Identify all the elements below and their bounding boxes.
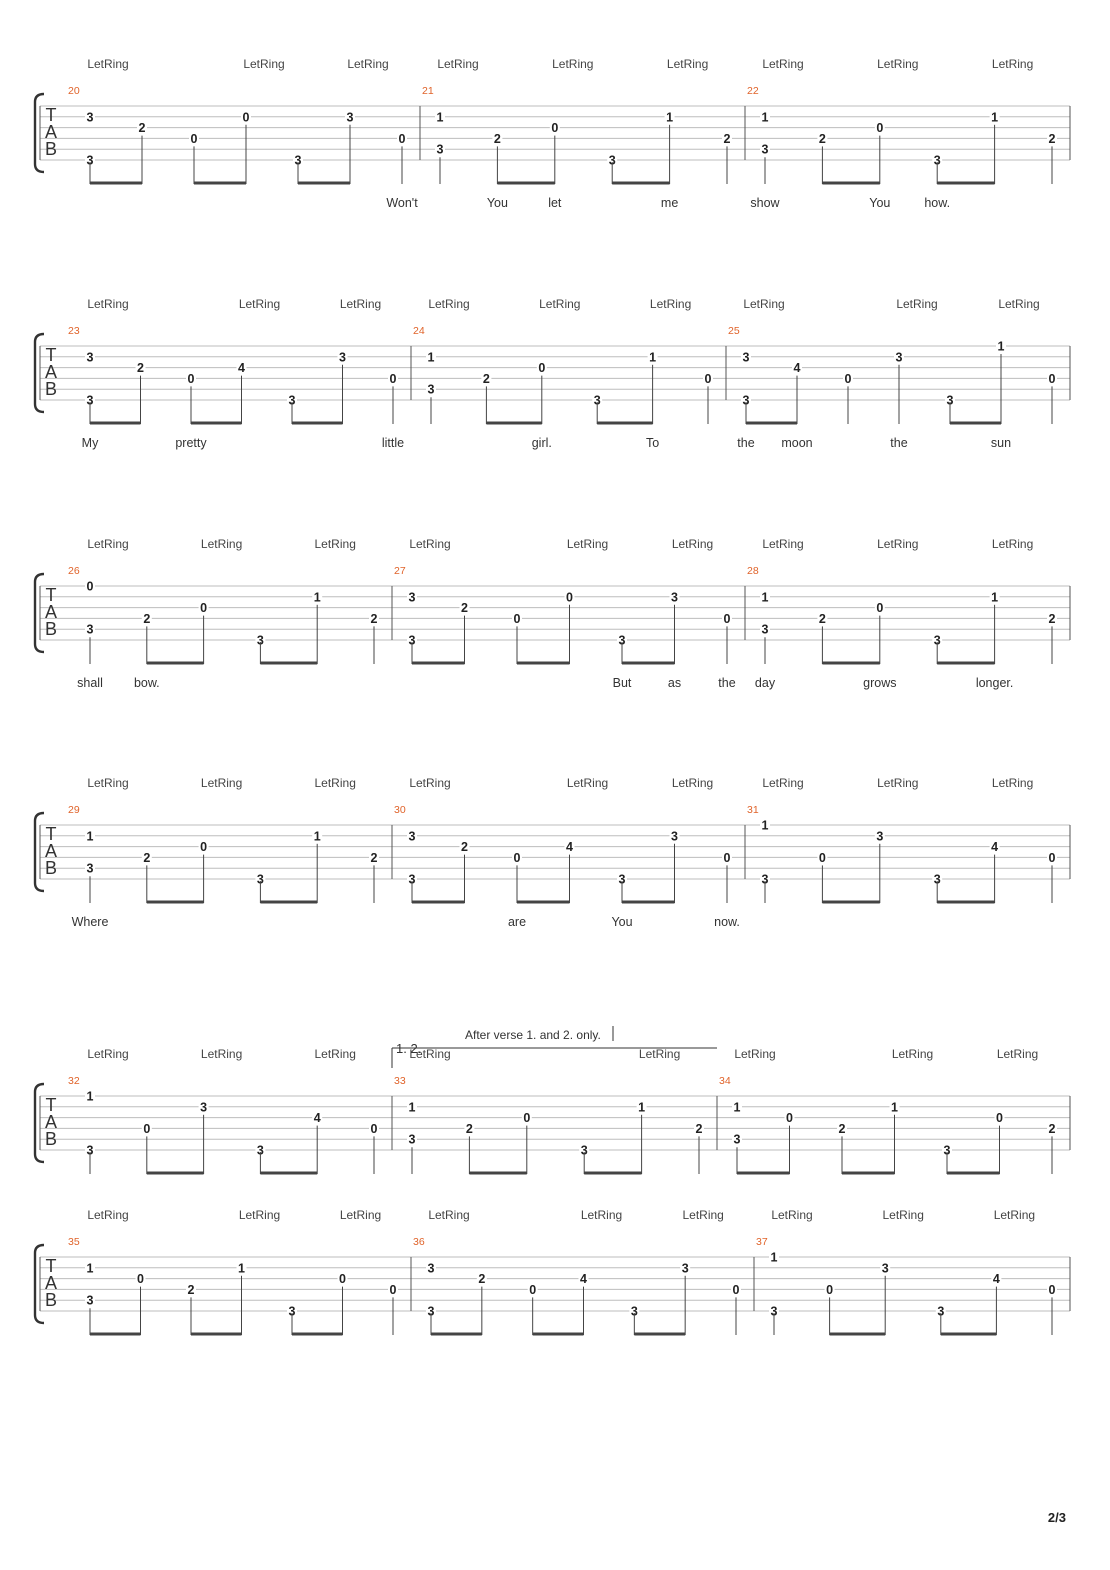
- fret-number: 3: [580, 1143, 588, 1158]
- lyric-word: now.: [714, 915, 740, 929]
- lyric-word: Where: [71, 915, 109, 929]
- fret-number: 0: [389, 371, 397, 386]
- fret-number: 3: [671, 829, 678, 844]
- fret-number: 3: [408, 1132, 416, 1147]
- fret-number: 3: [608, 153, 616, 168]
- fret-number: 3: [671, 590, 678, 605]
- fret-number: 4: [238, 361, 245, 376]
- lyric-word: shall: [77, 676, 103, 690]
- letring-marking: LetRing: [314, 1047, 356, 1061]
- letring-marking: LetRing: [991, 57, 1034, 71]
- lyric-word: You: [611, 915, 633, 929]
- letring-marking: LetRing: [566, 537, 609, 551]
- lyric-word: You: [486, 196, 508, 210]
- fret-number: 0: [786, 1111, 793, 1126]
- letring-marking: LetRing: [552, 57, 594, 71]
- fret-number: 3: [742, 393, 750, 408]
- letring-marking: LetRing: [428, 1208, 470, 1222]
- letring-marking: LetRing: [238, 297, 281, 311]
- fret-number: 1: [408, 1100, 416, 1115]
- fret-number: 2: [818, 131, 826, 146]
- letring-marking: LetRing: [998, 297, 1040, 311]
- letring-marking: LetRing: [896, 297, 938, 311]
- fret-number: 2: [465, 1121, 473, 1136]
- letring-marking: LetRing: [437, 57, 479, 71]
- fret-number: 3: [294, 153, 302, 168]
- fret-number: 4: [793, 361, 801, 376]
- fret-number: 1: [238, 1261, 245, 1276]
- measure-number: 26: [68, 565, 80, 577]
- tab-clef-letter: A: [44, 1112, 58, 1132]
- measure-number: 24: [413, 325, 425, 337]
- measure-number: 20: [68, 85, 80, 97]
- letring-marking: LetRing: [87, 776, 129, 790]
- letring-marking: LetRing: [314, 776, 356, 790]
- fret-number: 1: [891, 1100, 898, 1115]
- fret-number: 3: [933, 153, 941, 168]
- letring-marking: LetRing: [347, 57, 389, 71]
- letring-marking: LetRing: [243, 57, 285, 71]
- fret-number: 3: [933, 633, 941, 648]
- fret-number: 3: [408, 872, 416, 887]
- tab-clef-letter: A: [44, 1273, 58, 1293]
- fret-number: 0: [200, 601, 208, 616]
- fret-number: 2: [1048, 1121, 1056, 1136]
- fret-number: 3: [86, 861, 94, 876]
- fret-number: 2: [1048, 611, 1056, 626]
- fret-number: 0: [389, 1282, 397, 1297]
- fret-number: 3: [256, 1143, 264, 1158]
- tab-clef-letter: B: [44, 379, 58, 399]
- fret-number: 3: [876, 829, 884, 844]
- fret-number: 0: [723, 611, 731, 626]
- letring-marking: LetRing: [993, 1208, 1036, 1222]
- measure-number: 29: [68, 804, 80, 816]
- letring-marking: LetRing: [87, 537, 129, 551]
- tab-clef-letter: B: [44, 619, 58, 639]
- fret-number: 2: [478, 1272, 486, 1287]
- lyric-word: the: [718, 676, 736, 690]
- tab-clef-letter: T: [45, 105, 57, 125]
- measure-number: 23: [68, 325, 80, 337]
- letring-marking: LetRing: [891, 1047, 934, 1061]
- tab-clef-letter: B: [44, 858, 58, 878]
- fret-number: 2: [143, 611, 151, 626]
- tab-clef-letter: T: [45, 1256, 57, 1276]
- tab-clef-letter: B: [44, 1290, 58, 1310]
- letring-marking: LetRing: [200, 776, 243, 790]
- fret-number: 2: [370, 850, 378, 865]
- letring-marking: LetRing: [877, 776, 919, 790]
- fret-number: 3: [408, 590, 416, 605]
- letring-marking: LetRing: [762, 776, 804, 790]
- fret-number: 4: [313, 1111, 321, 1126]
- fret-number: 2: [838, 1121, 846, 1136]
- letring-marking: LetRing: [409, 776, 451, 790]
- fret-number: 3: [881, 1261, 889, 1276]
- fret-number: 0: [723, 850, 731, 865]
- lyric-word: pretty: [175, 436, 207, 450]
- letring-marking: LetRing: [991, 537, 1034, 551]
- fret-number: 3: [256, 872, 264, 887]
- fret-number: 0: [398, 131, 406, 146]
- measure-number: 34: [719, 1075, 731, 1087]
- volta-label: 1. 2.: [396, 1041, 422, 1056]
- lyric-word: let: [548, 196, 562, 210]
- lyric-word: the: [890, 436, 908, 450]
- fret-number: 3: [618, 872, 626, 887]
- measure-number: 35: [68, 1236, 80, 1248]
- fret-number: 0: [538, 361, 546, 376]
- fret-number: 1: [997, 339, 1005, 354]
- fret-number: 2: [723, 131, 731, 146]
- fret-number: 3: [86, 153, 94, 168]
- letring-marking: LetRing: [87, 1208, 129, 1222]
- lyric-word: moon: [781, 436, 813, 450]
- tab-clef-letter: A: [44, 362, 58, 382]
- measure-number: 21: [422, 85, 434, 97]
- fret-number: 0: [566, 590, 573, 605]
- fret-number: 0: [370, 1121, 378, 1136]
- fret-number: 2: [493, 131, 501, 146]
- measure-number: 28: [747, 565, 759, 577]
- fret-number: 3: [86, 110, 94, 125]
- letring-marking: LetRing: [200, 537, 243, 551]
- fret-number: 3: [593, 393, 601, 408]
- lyric-word: To: [645, 436, 660, 450]
- measure-number: 36: [413, 1236, 425, 1248]
- fret-number: 3: [86, 1143, 94, 1158]
- letring-marking: LetRing: [762, 57, 804, 71]
- fret-number: 0: [844, 371, 852, 386]
- fret-number: 3: [86, 622, 94, 637]
- fret-number: 2: [461, 840, 468, 855]
- letring-marking: LetRing: [638, 1047, 681, 1061]
- fret-number: 3: [742, 350, 750, 365]
- letring-marking: LetRing: [771, 1208, 813, 1222]
- fret-number: 3: [436, 142, 444, 157]
- fret-number: 3: [339, 350, 346, 365]
- fret-number: 1: [770, 1250, 778, 1265]
- lyric-word: little: [381, 436, 405, 450]
- fret-number: 0: [339, 1272, 346, 1287]
- fret-number: 1: [313, 590, 321, 605]
- fret-number: 3: [761, 142, 769, 157]
- fret-number: 0: [876, 121, 884, 136]
- letring-marking: LetRing: [566, 776, 609, 790]
- fret-number: 3: [288, 393, 296, 408]
- fret-number: 2: [137, 361, 144, 376]
- fret-number: 3: [427, 1304, 435, 1319]
- letring-marking: LetRing: [882, 1208, 924, 1222]
- lyric-word: Won't: [386, 196, 418, 210]
- fret-number: 3: [288, 1304, 296, 1319]
- lyric-word: how.: [924, 196, 951, 210]
- measure-number: 30: [394, 804, 406, 816]
- fret-number: 3: [761, 872, 769, 887]
- fret-number: 3: [408, 633, 416, 648]
- letring-marking: LetRing: [991, 776, 1034, 790]
- fret-number: 3: [346, 110, 354, 125]
- lyric-word: My: [81, 436, 99, 450]
- fret-number: 0: [513, 850, 521, 865]
- fret-number: 2: [818, 611, 826, 626]
- tab-clef-letter: T: [45, 1095, 57, 1115]
- fret-number: 1: [733, 1100, 741, 1115]
- fret-number: 3: [933, 872, 941, 887]
- fret-number: 3: [681, 1261, 689, 1276]
- letring-marking: LetRing: [539, 297, 581, 311]
- lyric-word: show: [750, 196, 780, 210]
- lyric-word: But: [612, 676, 632, 690]
- letring-marking: LetRing: [409, 1047, 451, 1061]
- fret-number: 2: [187, 1282, 195, 1297]
- fret-number: 0: [818, 850, 826, 865]
- letring-marking: LetRing: [238, 1208, 281, 1222]
- fret-number: 0: [551, 121, 559, 136]
- fret-number: 3: [937, 1304, 945, 1319]
- fret-number: 3: [427, 1261, 435, 1276]
- fret-number: 0: [190, 131, 198, 146]
- letring-marking: LetRing: [671, 776, 714, 790]
- measure-number: 22: [747, 85, 759, 97]
- fret-number: 1: [86, 1089, 94, 1104]
- fret-number: 0: [876, 601, 884, 616]
- letring-marking: LetRing: [743, 297, 785, 311]
- fret-number: 1: [313, 829, 321, 844]
- tab-clef-letter: A: [44, 122, 58, 142]
- fret-number: 0: [704, 371, 712, 386]
- fret-number: 0: [86, 579, 94, 594]
- measure-number: 33: [394, 1075, 406, 1087]
- fret-number: 4: [566, 840, 573, 855]
- fret-number: 3: [200, 1100, 208, 1115]
- letring-marking: LetRing: [339, 1208, 382, 1222]
- letring-marking: LetRing: [87, 297, 129, 311]
- fret-number: 0: [1048, 850, 1056, 865]
- fret-number: 0: [826, 1282, 834, 1297]
- fret-number: 2: [138, 121, 146, 136]
- tab-clef-letter: T: [45, 585, 57, 605]
- lyric-word: day: [754, 676, 776, 690]
- fret-number: 3: [86, 393, 94, 408]
- letring-marking: LetRing: [877, 57, 919, 71]
- lyric-word: the: [737, 436, 755, 450]
- fret-number: 1: [666, 110, 674, 125]
- fret-number: 3: [618, 633, 626, 648]
- fret-number: 0: [200, 840, 208, 855]
- letring-marking: LetRing: [682, 1208, 724, 1222]
- fret-number: 1: [991, 590, 999, 605]
- lyric-word: You: [869, 196, 891, 210]
- fret-number: 0: [996, 1111, 1003, 1126]
- fret-number: 1: [86, 829, 94, 844]
- fret-number: 2: [370, 611, 378, 626]
- fret-number: 3: [943, 1143, 951, 1158]
- fret-number: 3: [256, 633, 264, 648]
- fret-number: 4: [991, 840, 999, 855]
- lyric-word: as: [667, 676, 682, 690]
- fret-number: 3: [770, 1304, 778, 1319]
- lyric-word: grows: [863, 676, 897, 690]
- fret-number: 1: [991, 110, 999, 125]
- letring-marking: LetRing: [996, 1047, 1039, 1061]
- fret-number: 1: [638, 1100, 646, 1115]
- volta-note: After verse 1. and 2. only.: [465, 1028, 601, 1042]
- fret-number: 4: [992, 1272, 1000, 1287]
- fret-number: 1: [761, 818, 769, 833]
- fret-number: 0: [242, 110, 250, 125]
- tab-clef-letter: T: [45, 824, 57, 844]
- fret-number: 1: [761, 110, 769, 125]
- letring-marking: LetRing: [649, 297, 692, 311]
- measure-number: 25: [728, 325, 740, 337]
- fret-number: 1: [436, 110, 444, 125]
- letring-marking: LetRing: [428, 297, 470, 311]
- letring-marking: LetRing: [666, 57, 709, 71]
- fret-number: 3: [733, 1132, 741, 1147]
- letring-marking: LetRing: [87, 1047, 129, 1061]
- measure-number: 32: [68, 1075, 80, 1087]
- fret-number: 0: [523, 1111, 531, 1126]
- lyric-word: sun: [990, 436, 1012, 450]
- fret-number: 3: [86, 1293, 94, 1308]
- fret-number: 2: [695, 1121, 703, 1136]
- tab-clef-letter: T: [45, 345, 57, 365]
- letring-marking: LetRing: [200, 1047, 243, 1061]
- tab-clef-letter: A: [44, 841, 58, 861]
- fret-number: 3: [427, 382, 435, 397]
- page-number: 2/3: [1047, 1510, 1066, 1525]
- tab-clef-letter: B: [44, 1129, 58, 1149]
- fret-number: 0: [513, 611, 521, 626]
- letring-marking: LetRing: [734, 1047, 776, 1061]
- fret-number: 2: [1048, 131, 1056, 146]
- tab-clef-letter: B: [44, 139, 58, 159]
- fret-number: 2: [143, 850, 151, 865]
- lyric-word: bow.: [133, 676, 160, 690]
- letring-marking: LetRing: [762, 537, 804, 551]
- lyric-word: are: [507, 915, 527, 929]
- fret-number: 0: [529, 1282, 537, 1297]
- fret-number: 3: [761, 622, 769, 637]
- letring-marking: LetRing: [87, 57, 129, 71]
- tab-clef-letter: A: [44, 602, 58, 622]
- letring-marking: LetRing: [877, 537, 919, 551]
- fret-number: 3: [895, 350, 903, 365]
- fret-number: 0: [143, 1121, 151, 1136]
- fret-number: 3: [86, 350, 94, 365]
- fret-number: 1: [761, 590, 769, 605]
- measure-number: 27: [394, 565, 406, 577]
- letring-marking: LetRing: [580, 1208, 623, 1222]
- fret-number: 0: [187, 371, 195, 386]
- fret-number: 2: [482, 371, 490, 386]
- fret-number: 0: [1048, 371, 1056, 386]
- lyric-word: me: [660, 196, 679, 210]
- fret-number: 0: [1048, 1282, 1056, 1297]
- fret-number: 3: [630, 1304, 638, 1319]
- letring-marking: LetRing: [339, 297, 382, 311]
- fret-number: 0: [732, 1282, 740, 1297]
- fret-number: 1: [649, 350, 657, 365]
- fret-number: 0: [137, 1272, 144, 1287]
- fret-number: 4: [580, 1272, 587, 1287]
- letring-marking: LetRing: [409, 537, 451, 551]
- lyric-word: girl.: [531, 436, 552, 450]
- letring-marking: LetRing: [671, 537, 714, 551]
- fret-number: 3: [408, 829, 416, 844]
- fret-number: 1: [86, 1261, 94, 1276]
- fret-number: 2: [461, 601, 468, 616]
- measure-number: 31: [747, 804, 759, 816]
- lyric-word: longer.: [975, 676, 1014, 690]
- fret-number: 1: [427, 350, 435, 365]
- measure-number: 37: [756, 1236, 768, 1248]
- fret-number: 3: [946, 393, 954, 408]
- letring-marking: LetRing: [314, 537, 356, 551]
